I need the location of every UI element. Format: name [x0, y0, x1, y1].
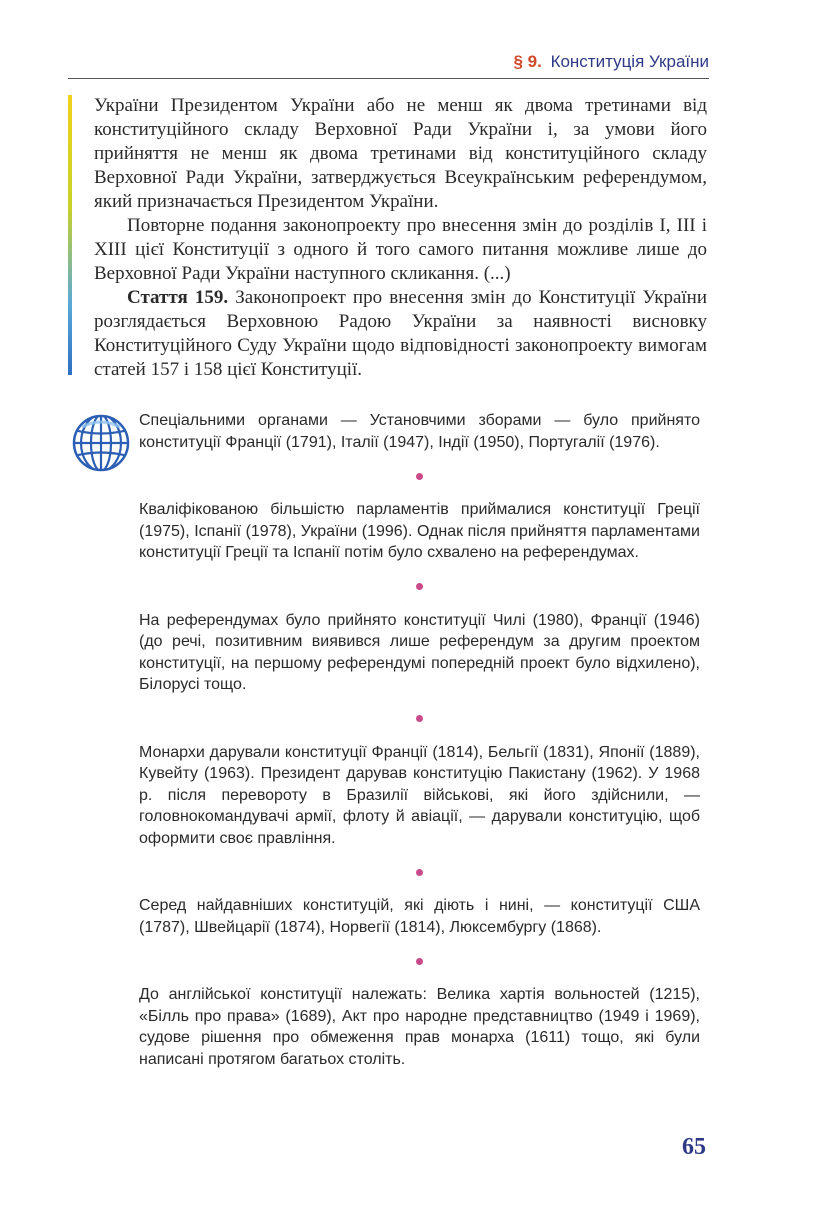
fact-item: Монархи дарували конституції Франції (1814), Бельгії (1831), Японії (1889), Кувейту (1963). Президент дарував конституцію Пакистану (1962). У 1968 р. після перевороту в Бразилії військові, які його здійснили, — головнокомандувачі армії, флоту й авіації, — дарували конституцію, щоб оформити своє правління. [139, 743, 700, 847]
fact-item: На референдумах було прийнято конституції Чилі (1980), Франції (1946) (до речі, позитивним виявився лише референдум за другим проектом конституції, на першому референдумі попередній проект було відхилено), Білорусі тощо. [139, 611, 700, 693]
globe-icon [72, 413, 130, 473]
bullet-dot [416, 715, 423, 722]
separator [139, 849, 700, 895]
section-mark: § 9. [513, 52, 542, 71]
fact-item: Спеціальними органами — Установчими зборами — було прийнято конституції Франції (1791), Італії (1947), Індії (1950), Португалії (1976). [139, 412, 700, 451]
bullet-dot [416, 958, 423, 965]
facts-list [139, 410, 700, 1070]
separator [139, 453, 700, 499]
page-number: 65 [682, 1134, 706, 1160]
quote-bar [68, 95, 72, 375]
excerpt-paragraph-2: Повторне подання законопроекту про внесення змін до розділів І, III і XIII цієї Конституції з одного й того самого питання можливе лише до Верховної Ради України наступного скликання. (...) [94, 215, 707, 284]
bullet-dot [416, 583, 423, 590]
article-159-label: Стаття 159. [127, 287, 229, 308]
fact-item: До англійської конституції належать: Велика хартія вольностей (1215), «Білль про права» (1689), Акт про народне представництво (1949 і 1969), судове рішення про обмеження прав монарха (1611) тощо, які були написані протягом багатьох століть. [139, 986, 700, 1068]
article-159-text: Законопроект про внесення змін до Конституції України розглядається Верховною Радою України за наявності висновку Конституційного Суду України щодо відповідності законопроекту вимогам статей 157 і 158 цієї Конституції. [94, 287, 707, 380]
section-title: Конституція України [550, 52, 709, 71]
fact-item: Серед найдавніших конституцій, які діють і нині, — конституції США (1787), Швейцарії (1874), Норвегії (1814), Люксембургу (1868). [139, 897, 700, 936]
bullet-dot [416, 473, 423, 480]
running-header [513, 52, 709, 72]
excerpt-paragraph-1: України Президентом України або не менш як двома третинами від конституційного складу Верховної Ради України і, за умови його прийняття не менш як двома третинами від конституційного складу Верховної Ради України, затверджується Всеукраїнським референдумом, який призначається Президентом України. [94, 95, 707, 212]
excerpt-paragraph-3 [94, 286, 707, 382]
fact-item: Кваліфікованою більшістю парламентів приймалися конституції Греції (1975), Іспанії (1978), України (1996). Однак після прийняття парламентами конституції Греції та Іспанії потім було схвалено на референдумах. [139, 501, 700, 561]
constitution-excerpt [94, 94, 707, 382]
separator [139, 696, 700, 742]
separator [139, 938, 700, 984]
separator [139, 564, 700, 610]
bullet-dot [416, 869, 423, 876]
header-rule [68, 78, 709, 79]
